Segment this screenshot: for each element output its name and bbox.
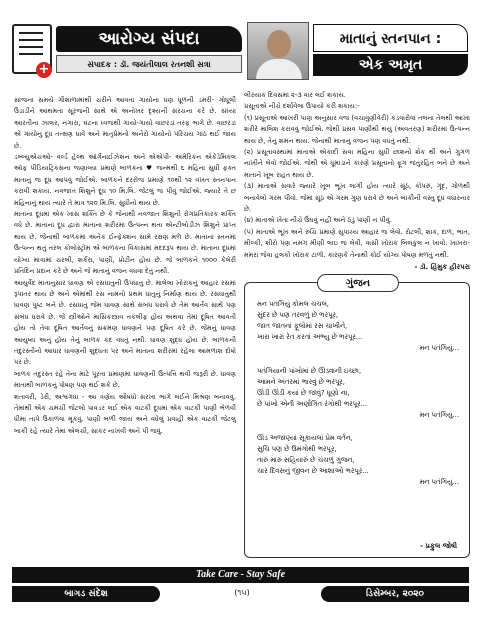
issue-date: ડિસેમ્બર, ૨૦૨૦	[321, 586, 469, 602]
poem-line: તારું મારું સહિયારું છે ચંચળું ગુંજન,	[257, 456, 355, 464]
poem-stanza	[257, 433, 459, 488]
portrait-head	[267, 30, 291, 58]
article-title-box	[313, 24, 468, 76]
poet-name: - પ્રફુલ જોષી	[420, 542, 457, 550]
poem-title: ગુંજન	[317, 274, 399, 292]
article-title-line1: માતાનું સ્તનપાન :	[313, 24, 468, 52]
paragraph: (૫) માતાએ ભૂખ અને રુચિ પ્રમાણે સુપાચ્ય આહાર જ લેવો. રોટલી, શાક, દાળ, ભાત, મીલ્કી, શીરો પણ નમગ મીણી લાઇ જ લેવી, વાસી ખોરાક બિલકુલ ન ખાવો. ખાખરા-મમરા જેવા હલકો ખોરાક ટાળો. કારણકે તેનાથી કોઈ યોગ્ય પોષણ મળતું નથી.	[244, 227, 470, 259]
poem-refrain: મન પતંગિયું...	[419, 344, 459, 352]
poem-line: ખારા ખારાં રેત કરતાં અભ્યુ છે ભરપૂર...	[257, 333, 363, 341]
page-footer	[12, 586, 469, 604]
poem-line: મન પતંગિયું કોમલ ચંચલ,	[257, 300, 329, 308]
paragraph: (૩) માતાએ સવારે જ્યારે ખૂબ ભૂખ લાગી હોય ત્યારે સૂંઠ, કોપરું, ગૂંદ, ગોળથી બનાવેલો ગરમ પીવો. જેમાં સૂંઠ એ ગરમ ગુણ ધરાવે છે અને બાકીની વસ્તુ દૂધ વધારનાર છે.	[244, 182, 470, 214]
poem-line: જાત જાતનાં ફૂલોમાં રસ ચાખીને,	[257, 322, 348, 330]
article-title-line2: એક અમૃત	[313, 54, 468, 76]
paragraph: ડબ્લ્યુએચઓ- વર્લ્ડ હેલ્થ ઑર્ગેનાઈઝેશન અને એએપી- અમેરિકન એકેડેમિકલ ઑફ પીડિયાટ્રિકસના જણાવ્યા પ્રમાણે બાળકના ♥ જન્મથી ૬ મહિના સુધી ફક્ત માતાનું જ દૂધ આપવું જોઈએ. બાળકને દરરોજ પ્રમાણે ૧૦થી ૧૨ વખત સ્તનપાન કરાવી શકાય. નવજાત શિશુને દૂધ ૧૦ મિ.લિ. જેટલું જ પીવું જોઈએ. જ્યારે તે છ મહિનાનું થાય ત્યારે તે માત્ર ૧૨૦ મિ.લિ. સુધીનો થાય છે.	[14, 153, 236, 207]
poem-line: ઊંડી ઊંડી કયાં છે જાવું? ધૂણો ના,	[257, 389, 350, 397]
poem-refrain: મન પતંગિયું...	[419, 411, 459, 419]
poem-line: ઊંડ અજાણ્યાં સૂકાયલાં પ્રેમ વર્તન,	[257, 434, 353, 442]
paragraph: બાળક તંદુરસ્ત રહે તેના માટે પૂરતા પ્રમાણમાં ધાવણની ઉત્પત્તિ થવી જરૂરી છે. ધાવણ માતાથી બાળકનું પોષણ પણ થઈ શકે છે.	[14, 369, 236, 390]
poem-stanza	[257, 366, 459, 421]
paragraph: (૧) પ્રસૂતાએ આખરી પાણ અનુસાર વજ (વચાવુણીવેરી) કડવારોવા તલના તેલથી આખા શરીરે માલિશ કરાવવું જોઈએ. જેથી પ્રસવ પાણીથી થયું (અવતરણ) શરીરમાં ઉત્પન્ન થાય છે, તેનું શમન થાય. જેનાથી માતાનું વજન પણ વધતું નથી.	[244, 113, 470, 145]
medical-document-icon	[12, 24, 52, 74]
poem-stanza	[257, 299, 459, 354]
poem-body	[257, 299, 459, 500]
poem-refrain: મન પતંગિયું...	[419, 478, 459, 486]
slogan-banner: Take Care - Stay Safe	[12, 567, 469, 583]
page-number: (૧૫)	[234, 588, 250, 597]
paragraph: (૪) માતાએ ખેતા નીચે ઉંઘવું નહીં અને ઠંડું પાણી ન પીવું.	[244, 216, 392, 225]
poem-box	[244, 278, 470, 558]
paragraph: માતાના દૂધમાં એક ખાસ શક્તિ છે કે જેનાથી નવજાત શિશુની રોગપ્રતિકારક શક્તિ વધે છે. માતાનાં દૂધ દ્વારા માતાના શરીરમાં ઉત્પન્ન થતા એન્ટીબોડીઝ શિશુને પ્રાપ્ત થાય છે. જેનાથી બાળકમાં અનેક ઈન્ફેક્શન સામે રક્ષણ મળે છે. માતાનાં સ્તનમાં ઉત્પન્ન થતું તરલ કોલોસ્ટ્રોમ એ બાળકના વિકાસમાં મદદરૂપ થાય છે. માતાના દૂધમાં યોગ્ય માત્રામાં ચરબી, શર્કરા, પાણી, પ્રોટીન હોય છે. જે બાળકને ૧૦૦૦ કેલેરી પ્રતિદિન પ્રદાન કરે છે અને જે માતાનું વજન વધવા દેતું નથી.	[14, 210, 236, 276]
paragraph: સાંજના સમયે ગૌશાળામાંથી ચરીને આવતા ગાયોના ધણ ધૂળની ડમરી- ગોધૂલી ઉડાડીને આથમતા સૂરજની સાથે એ અનોખર દૃશ્યની સંરચના કરે છે. સંધ્યા આરતીના ઝાલર, નગારા, ઘંટના ધ્વજથી ગાયો-ગાયો વાછરડાં તરફ ભાગે છે. વાછરડાં એ ગાયોનું દૂધ તત્ક્ષણ ધાવે અને માતૃપ્રેમનો અનેરો ગાયોનો પરિચય ગાંઠ થઈ જાય છે.	[14, 96, 236, 150]
poem-line: સુચિ પણ છે ઉમંગોથી ભરપૂર,	[257, 445, 337, 453]
paragraph: શતાવરી, ડેરી, અશ્વગંધા - આ ત્રણેય ઔષધો સરખા ભાગે લઈને મિશ્રણ બનાવવું. તેમાંથી એક ચમચી જેટલો પાવડર લઈ એક વાટકી દૂધમાં એક વાટકી પાણી ભેળવી ધીમા તાપે ઉકાળવા મૂકવું. પાણી બળી જાય અને વધેલું પ્રવાહી એક વાટકી જેટલું બાકી રહે ત્યારે તેમાં એલચી, સાકર નાખવી અને પી જવું.	[14, 392, 236, 435]
left-column	[14, 95, 236, 437]
author-signature: - ડૉ. હિંમુક હીરપરા	[414, 263, 470, 272]
magazine-name: બાગડ સંદેશ	[12, 586, 160, 602]
portrait-body	[256, 59, 302, 80]
paragraph: પ્રસૂતાએ નીચે દર્શાવેલા ઉપાયો કરી શકાય:-	[244, 102, 360, 111]
column-title: આરોગ્ય સંપદા	[56, 26, 242, 52]
column-header	[12, 24, 242, 76]
poem-line: આમને અંતરમાં ભારવું છે ભરપૂર,	[257, 378, 345, 386]
poem-line: ચાર દિવસનું જીવન છે આશાઓ ભરપૂર...	[257, 467, 369, 475]
paragraph: આયુર્વેદ માતાનુસાર ધાવણ એ રસધાતુની ઉપધાતુ છે. માલેલા ખોરાકનું આહાર રસમાં રૂપાંતર થાય છે અને એમાંથી રસ નામનો પ્રથમ ધાતુનું નિર્માણ થાય છે. રસધાતુથી ધાવણ પુષ્ટ બને છે. રસધાતુ જેમ ધાવણ સાથે સંબંધ ધરાવે છે તેમ આર્તવ સાથે પણ સંબંધ ધરાવે છે. જે સ્ત્રીઓને માસિકસ્ત્રાવ તકલીફ હોય અથવા તેમાં દૂષિત આવતી હોય તો તેવા દૂષિત આર્તવનું સંક્રમણ ધાવણને પણ દૂષિત કરે છે. જેમનું ધાવણ આયુષ્ય અનું હોય તેનું બાળક કદ વધતું નથી. ધાવણ શુદ્ધ હોય છે. બાળકની તંદુરસ્તીનો આધાર ધાવણની શુદ્ધતા પર અને માતાના શરીરમાં રહેલા આમળાશ દોષો પર છે.	[14, 278, 236, 367]
poem-line: સુંદર છે પણ તરવળું છે ભરપૂર,	[257, 311, 339, 319]
poem-line: પતંગિયાની પાંખોમાં છે ઊંડવાની ઇચ્છા,	[257, 367, 362, 375]
author-photo	[247, 22, 309, 80]
paragraph: લીરયાક દિવસમાં ૨-૩ વાર લઈ શકાય.	[244, 91, 347, 99]
right-column	[244, 90, 470, 274]
paragraph: (૨) પ્રસૂતાવસ્થામાં માતાએ એકાદી સવા મહિના સુધી છાશનો શેક થી અને ગુગળ નાખીને લેવો જોઈએ. જેથી એ ધૂમાડાને કારણે પ્રસૂતાનો ફૂગ જંતુરહિત બને છે અને માતાને ખૂબ રાહત થાય છે.	[244, 148, 470, 179]
editor-credit: સંપાદક : ડૉ. જયંતીલાલ રતનશી સત્રા	[56, 55, 242, 73]
poem-line: છે પાંખો એની અર્ણાગિત રંગોથી ભરપૂર...	[257, 400, 368, 408]
